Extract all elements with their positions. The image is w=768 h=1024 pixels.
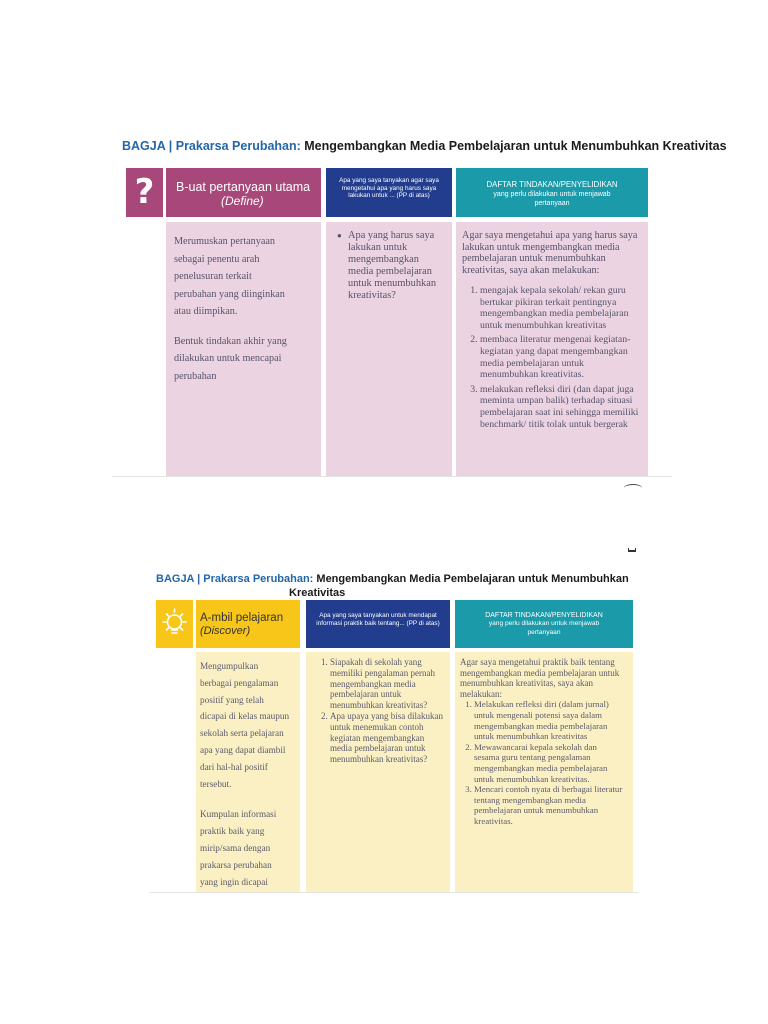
slide-2-col2-list <box>310 657 446 765</box>
slide-2-heading-sub: (Discover) <box>200 625 251 637</box>
slide-1-col3-header-title: DAFTAR TINDAKAN/PENYELIDIKAN <box>486 180 618 189</box>
slide-1-col2-bullet <box>334 230 444 302</box>
slide-2-col1-p2: Kumpulan informasi praktik baik yang mirip/sama dengan prakarsa perubahan yang ingin dicapai <box>200 809 277 887</box>
slide-1-col3-cell <box>456 222 648 476</box>
bullet-dot-icon: ● <box>337 231 342 240</box>
slide-2-col3-item: 2. Mewawancarai kepala sekolah dan sesama guru tentang pengalaman mengembangkan media pembelajaran untuk menumbuhkan kreativitas. <box>474 742 623 784</box>
slide-2-col3-header-title: DAFTAR TINDAKAN/PENYELIDIKAN <box>485 612 603 619</box>
slide-2-title-rest: Mengembangkan Media Pembelajaran untuk Menumbuhkan <box>313 573 629 585</box>
slide-2-col3-list <box>460 699 629 826</box>
slide-1-heading-main: B-uat pertanyaan utama <box>176 180 311 194</box>
slide-2-col2-cell <box>306 652 450 892</box>
slide-2-col1-cell <box>196 652 300 892</box>
slide-2-col2-header <box>306 600 450 648</box>
slide-2-col2-header-text: Apa yang saya tanyakan untuk mendapat informasi praktik baik tentang... (PP di atas) <box>316 612 440 627</box>
slide-2-col3-intro: Agar saya mengetahui praktik baik tentang mengembangkan media pembelajaran untuk menumbuhkan kreativitas, saya akan melakukan: <box>460 657 620 699</box>
slide-1-col3-list <box>462 285 640 430</box>
slide-2-bottom-line <box>150 892 638 893</box>
lightbulb-icon <box>156 600 193 648</box>
slide-2-col3-item: 1. Melakukan refleksi diri (dalam jurnal) untuk mengenali potensi saya dalam mengembangkan media pembelajaran untuk menumbuhkan kreativitas <box>474 699 623 741</box>
slide-2-title <box>156 573 629 585</box>
slide-1-col2-bullet-text: Apa yang harus saya lakukan untuk mengembangkan media pembelajaran untuk menumbuhkan kreativitas? <box>348 230 437 301</box>
corner-mark-icon <box>628 548 636 552</box>
slide-1-col3-header-sub: yang perlu dilakukan untuk menjawab pertanyaan <box>493 191 611 207</box>
slide-2-col1-p1: Mengumpulkan berbagai pengalaman positif yang telah dicapai di kelas maupun sekolah serta pelajaran apa yang dapat diambil dari hal-hal positif tersebut. <box>200 661 290 789</box>
slide-1-col3-item: 3. melakukan refleksi diri (dan dapat juga meminta umpan balik) terhadap situasi pembelajaran saat ini sehingga memiliki benchmark/ titik tolak untuk bergerak <box>480 384 640 430</box>
slide-1-col2-cell <box>326 222 452 476</box>
slide-2-col3-header-sub: yang perlu dilakukan untuk menjawab pertanyaan <box>488 620 600 636</box>
slide-1-col2-header <box>326 168 452 217</box>
slide-2-col2-item: 1. Siapakah di sekolah yang memiliki pengalaman pernah mengembangkan media pembelajaran untuk menumbuhkan kreativitas? <box>330 657 446 711</box>
question-icon: ? <box>134 172 155 212</box>
slide-1-col2-header-text: Apa yang saya tanyakan agar saya mengetahui apa yang harus saya lakukan untuk ... (PP di atas) <box>339 177 439 200</box>
slide-1-title-prefix: BAGJA | Prakarsa Perubahan: <box>122 139 301 153</box>
slide-1-col1-p2: Bentuk tindakan akhir yang dilakukan untuk mencapai perubahan <box>174 335 287 382</box>
slide-1-col1-cell <box>166 222 321 476</box>
slide-1-col3-header <box>456 168 648 217</box>
slide-1-title-rest: Mengembangkan Media Pembelajaran untuk Menumbuhkan Kreativitas <box>300 139 727 153</box>
slide-1-col3-intro: Agar saya mengetahui apa yang harus saya lakukan untuk mengembangkan media pembelajaran untuk menumbuhkan kreativitas, saya akan melakukan: <box>462 230 638 276</box>
slide-2-title-prefix: BAGJA | Prakarsa Perubahan: <box>156 573 314 585</box>
slide-2-col3-header <box>455 600 633 648</box>
slide-1-heading <box>166 168 321 217</box>
slide-1-bottom-line <box>112 476 672 477</box>
slide-2-col2-item: 2. Apa upaya yang bisa dilakukan untuk menemukan contoh kegiatan mengembangkan media pembelajaran untuk menumbuhkan kreativitas? <box>330 711 446 765</box>
slide-2-title-line2: Kreativitas <box>289 587 346 599</box>
slide-2-col3-cell <box>455 652 633 892</box>
slide-1-col1-p1: Merumuskan pertanyaan sebagai penentu arah penelusuran terkait perubahan yang diinginkan atau diimpikan. <box>174 236 285 317</box>
arc-mark-icon <box>624 484 642 492</box>
slide-2-heading <box>196 600 300 648</box>
slide-1-col3-item: 2. membaca literatur mengenai kegiatan-kegiatan yang dapat mengembangkan media pembelajaran untuk menumbuhkan kreativitas. <box>480 334 640 380</box>
slide-1-title <box>122 139 727 153</box>
slide-1-heading-sub: (Define) <box>221 194 264 208</box>
slide-2-heading-main: A-mbil pelajaran <box>200 612 284 624</box>
slide-2-col3-item: 3. Mencari contoh nyata di berbagai literatur tentang mengembangkan media pembelajaran untuk menumbuhkan kreativitas. <box>474 784 623 826</box>
slide-1-col3-item: 1. mengajak kepala sekolah/ rekan guru bertukar pikiran terkait pentingnya mengembangkan media pembelajaran untuk menumbuhkan kreativitas <box>480 285 640 331</box>
